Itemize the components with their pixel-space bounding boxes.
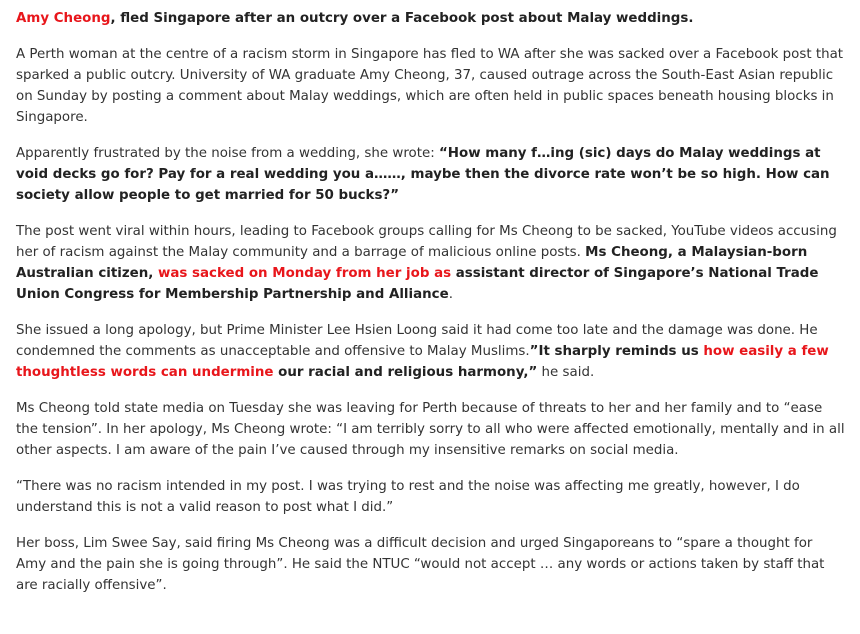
paragraph-2-intro: Apparently frustrated by the noise from a wedding, she wrote: <box>16 146 439 161</box>
paragraph-1: A Perth woman at the centre of a racism storm in Singapore has fled to WA after she was sacked over a Facebook post that sparked a public outcry. University of WA graduate Amy Cheong, 37, caused outrage across the South-East Asian republic on Sunday by posting a comment about Malay weddings, which are often held in public spaces beneath housing blocks in Singapore. <box>16 47 844 125</box>
paragraph-3-bold-1: Ms Cheong, a Malaysian-born Australian citizen, <box>16 245 808 281</box>
paragraph-4-text: She issued a long apology, but Prime Minister Lee Hsien Loong said it had come too late and the damage was done. He condemned the comments as unacceptable and offensive to Malay Muslims. <box>16 323 818 359</box>
paragraph-6: “There was no racism intended in my post. I was trying to rest and the noise was affecting me greatly, however, I do understand this is not a valid reason to post what I did.” <box>16 479 800 515</box>
paragraph-5: Ms Cheong told state media on Tuesday she was leaving for Perth because of threats to her and her family and to “ease the tension”. In her apology, Ms Cheong wrote: “I am terribly sorry to all who were affected emotionally, mentally and in all other aspects. I am aware of the pain I’ve caused through my insensitive remarks on social media. <box>16 401 845 458</box>
paragraph-7: Her boss, Lim Swee Say, said firing Ms Cheong was a difficult decision and urged Singaporeans to “spare a thought for Amy and the pain she is going through”. He said the NTUC “would not accept … any words or actions taken by staff that are racially offensive”. <box>16 536 825 593</box>
paragraph-3-end: . <box>448 287 453 302</box>
paragraph-3-text: The post went viral within hours, leading to Facebook groups calling for Ms Cheong to be sacked, YouTube videos accusing her of racism against the Malay community and a barrage of malicious online posts. <box>16 224 837 260</box>
heading-name: Amy Cheong <box>16 11 111 26</box>
heading-text: , fled Singapore after an outcry over a Facebook post about Malay weddings. <box>110 11 694 26</box>
article-heading <box>16 8 846 29</box>
paragraph-3-bold-2: assistant director of Singapore’s National Trade Union Congress for Membership Partnership and Alliance <box>16 266 819 302</box>
paragraph-4 <box>16 320 846 383</box>
facebook-post-quote: “How many f…ing (sic) days do Malay weddings at void decks go for? Pay for a real wedding you a……, maybe then the divorce rate won’t be so high. How can society allow people to get married for 50 bucks?” <box>16 146 830 203</box>
pm-quote-highlight: how easily a few thoughtless words can undermine <box>16 344 829 380</box>
paragraph-3 <box>16 221 846 305</box>
paragraph-4-end: he said. <box>537 365 595 380</box>
paragraph-2 <box>16 143 846 206</box>
paragraph-3-highlight: was sacked on Monday from her job as <box>158 266 452 281</box>
pm-quote-bold-1: ”It sharply reminds us <box>529 344 704 359</box>
pm-quote-bold-2: our racial and religious harmony,” <box>273 365 538 380</box>
